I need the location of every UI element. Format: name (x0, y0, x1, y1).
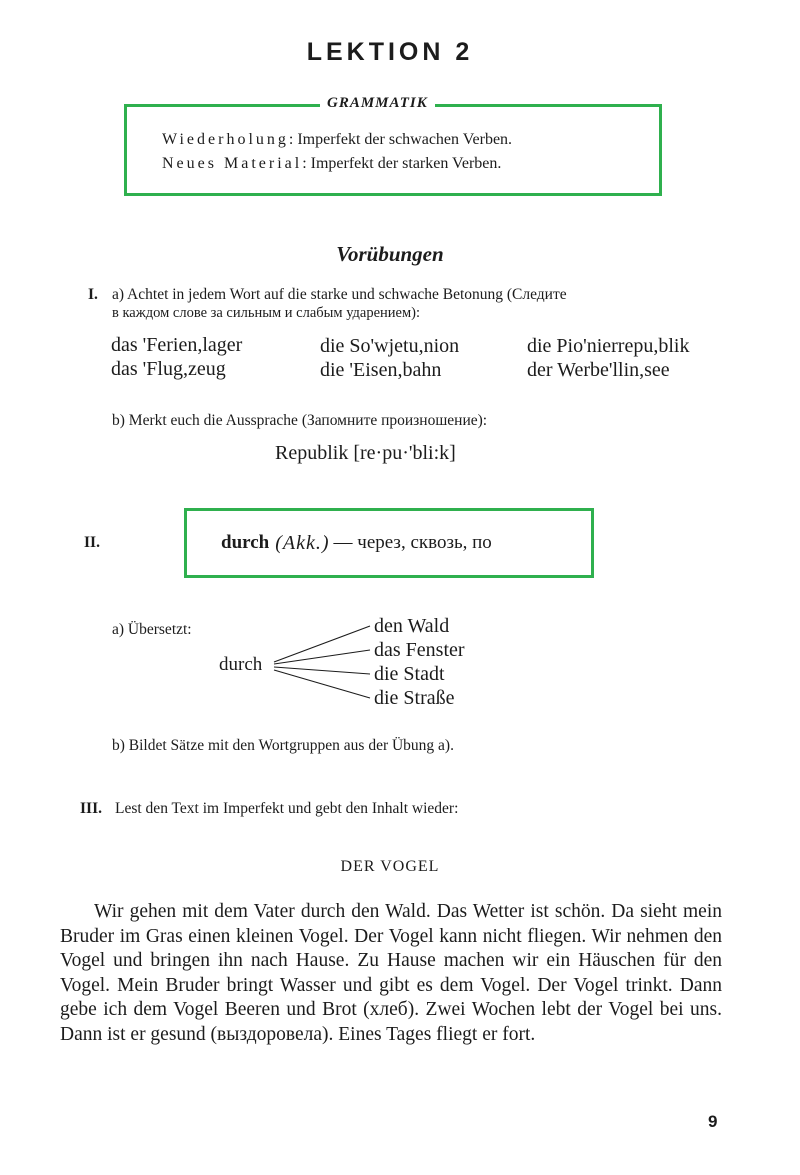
target-word-4: die Straße (374, 687, 455, 709)
grammar-new-text: : Imperfekt der starken Verben. (302, 155, 502, 172)
grammar-review-term: Wiederholung (162, 131, 289, 148)
target-word-2: das Fenster (374, 639, 465, 661)
story-text: Wir gehen mit dem Vater durch den Wald. Das Wetter ist schön. Da sieht mein Bruder im Gras einen kleinen Vogel. Der Vogel kann nicht fliegen. Wir nehmen den Vogel und bringen ihn nach Hause. Zu Hause machen wir ein Häuschen für den Vogel. Mein Bruder bringt Wasser und gibt es dem Vogel. Der Vogel trinkt. Dann gebe ich dem Vogel Beeren und Brot (хлеб). Zwei Wochen lebt der Vogel bei uns. Dann ist er gesund (выздоровела). Eines Tages fliegt er fort. (60, 901, 722, 1045)
word-2-2: die 'Eisen,bahn (320, 359, 442, 381)
exercise-2a-instruction: a) Übersetzt: (112, 621, 192, 638)
exercise-1b-instruction: b) Merkt euch die Aussprache (Запомните произношение): (112, 412, 488, 429)
exercise-2-number: II. (84, 534, 100, 551)
exercise-3-instruction: Lest den Text im Imperfekt und gebt den Inhalt wieder: (115, 800, 459, 817)
preposition-case: (Akk.) (275, 531, 330, 554)
exercise-1-number: I. (88, 286, 98, 303)
diagram-center-word: durch (219, 654, 263, 675)
preposition-box (184, 508, 594, 578)
word-2-3: der Werbe'llin,see (527, 359, 670, 381)
grammar-review-text: : Imperfekt der schwachen Verben. (288, 131, 513, 148)
word-1-2: die So'wjetu,nion (320, 335, 460, 357)
connector-lines (270, 618, 380, 708)
preposition-word: durch (221, 532, 270, 553)
target-word-1: den Wald (374, 615, 450, 637)
page-number: 9 (708, 1112, 718, 1131)
exercise-3-number: III. (80, 800, 102, 817)
grammar-line-new (162, 155, 501, 173)
lesson-title: LEKTION 2 (306, 38, 474, 66)
word-1-3: die Pio'nierrepu,blik (527, 335, 690, 357)
grammar-new-term: Neues Material (162, 155, 303, 172)
story-title: DER VOGEL (340, 858, 440, 875)
grammar-box (124, 104, 662, 196)
preposition-translation: — через, сквозь, по (333, 532, 492, 553)
grammar-line-review (162, 131, 512, 149)
section-heading-vorubungen: Vorübungen (336, 242, 444, 266)
word-2-1: das 'Flug,zeug (111, 358, 226, 380)
exercise-1a-instruction-line1: a) Achtet in jedem Wort auf die starke und schwache Betonung (Следите (112, 286, 567, 303)
pronunciation-republik: Republik [re·pu·'bli:k] (275, 442, 456, 464)
word-1-1: das 'Ferien,lager (111, 334, 243, 356)
exercise-2b-instruction: b) Bildet Sätze mit den Wortgruppen aus der Übung a). (112, 737, 454, 754)
exercise-1a-instruction-line2: в каждом слове за сильным и слабым ударением): (112, 305, 421, 321)
target-word-3: die Stadt (374, 663, 445, 685)
grammar-label: GRAMMATIK (320, 95, 435, 112)
